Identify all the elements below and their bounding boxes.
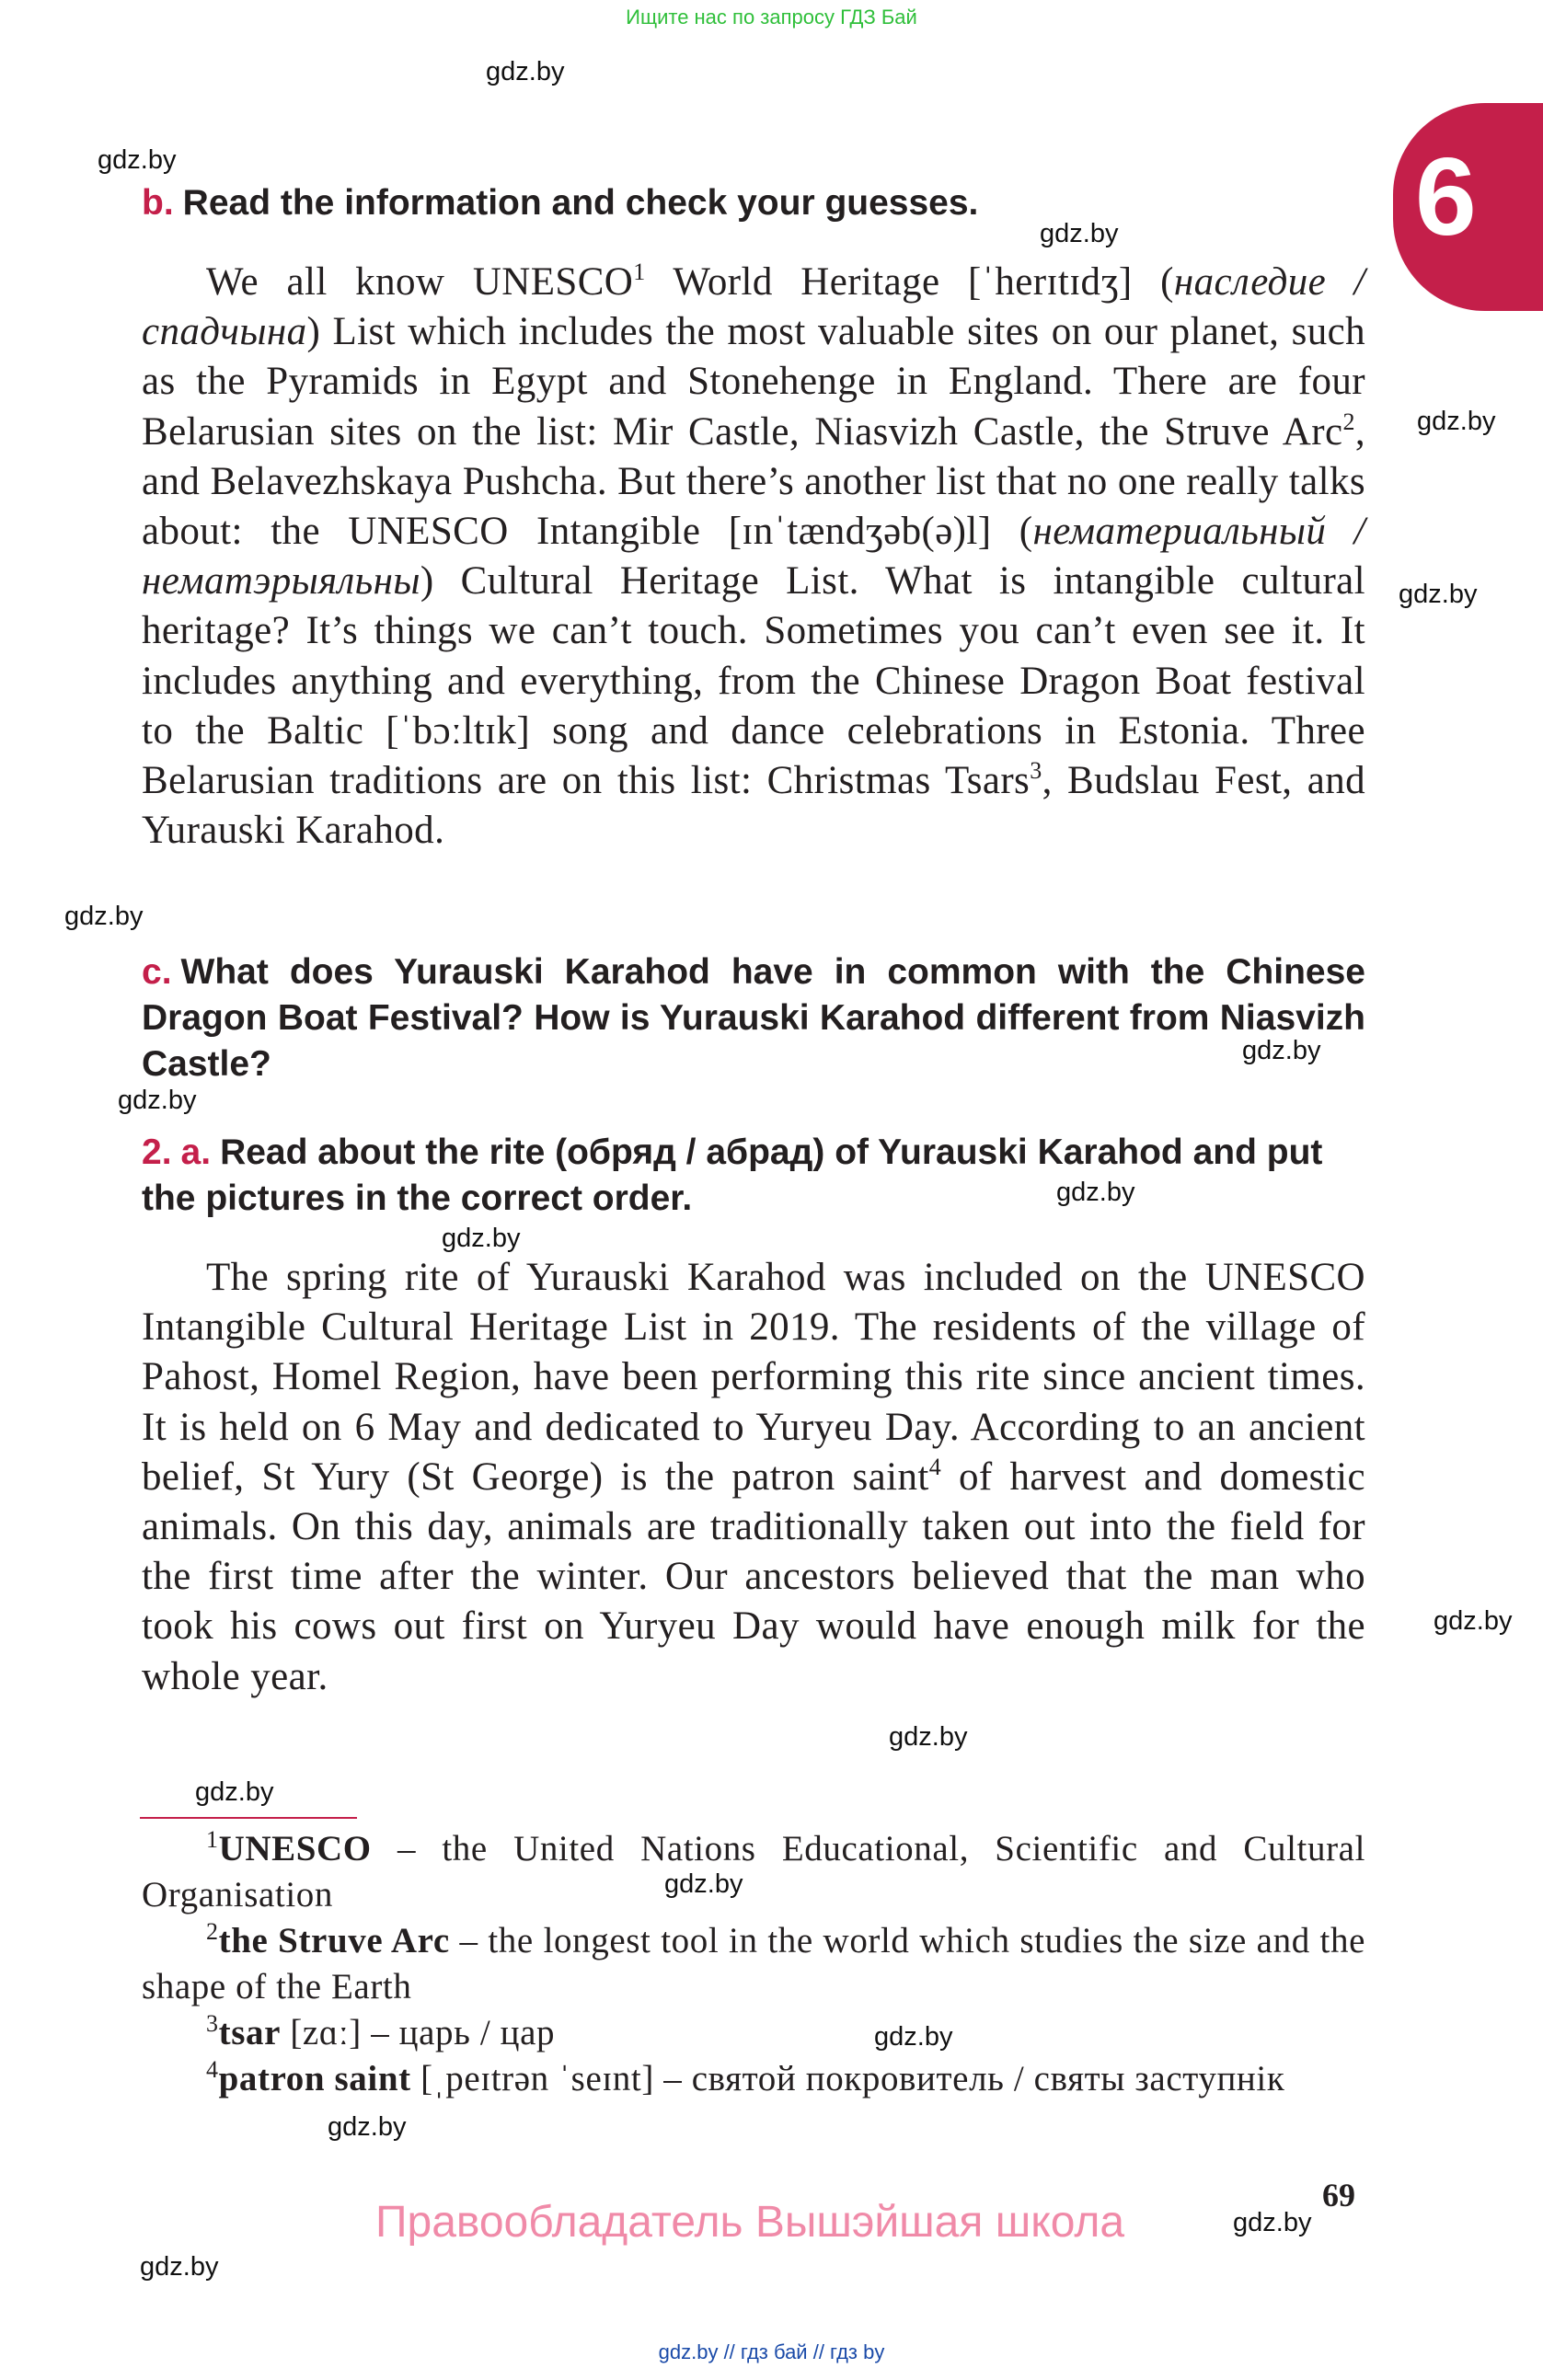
watermark: gdz.by [1399, 580, 1478, 609]
watermark: gdz.by [1233, 2208, 1312, 2237]
watermark: gdz.by [64, 902, 144, 931]
watermark: gdz.by [1056, 1178, 1135, 1207]
watermark: gdz.by [195, 1777, 274, 1807]
page-number: 69 [1322, 2177, 1355, 2213]
watermark: gdz.by [889, 1722, 968, 1752]
footnote-item: $^1$UNESCO – the United Nations Educational, Scientific and Cultural Organisation [142, 1826, 1365, 1914]
footnote-ref: 2 [1342, 408, 1355, 435]
footnote-ref: 4 [928, 1453, 942, 1480]
footnote-item: $^2$the Struve Arc – the longest tool in the world which studies the size and the shape of the Earth [142, 1918, 1365, 2006]
footnote-ref: 3 [1030, 757, 1042, 785]
unit-tab [1393, 103, 1543, 311]
watermark: gdz.by [1417, 407, 1496, 436]
watermark: gdz.by [664, 1869, 743, 1899]
watermark: gdz.by [1040, 219, 1119, 248]
task-text: What does Yurauski Karahod have in common with the Chinese Dragon Boat Festival? How is Yurauski Karahod different from Niasvizh Castle? [142, 952, 1365, 1084]
watermark: gdz.by [140, 2252, 219, 2282]
watermark: gdz.by [874, 2022, 953, 2052]
watermark: gdz.by [118, 1086, 197, 1115]
unit-number: 6 [1415, 135, 1477, 259]
footnote-divider [140, 1817, 357, 1819]
task-text: Read the information and check your guesses. [182, 183, 979, 223]
footnote-item: $^4$patron saint [ˌpeɪtrən ˈseɪnt] – святой покровитель / святы заступнік [206, 2056, 1285, 2098]
task-text: Read about the rite (обряд / абрад) of Yurauski Karahod and put the pictures in the correct order. [142, 1133, 1323, 1218]
task-letter: c. [142, 952, 172, 992]
task-2a-heading [142, 1130, 1365, 1222]
watermark: gdz.by [486, 57, 565, 86]
task-b-heading [142, 180, 1365, 226]
rite-paragraph: The spring rite of Yurauski Karahod was included on the UNESCO Intangible Cultural Heritage List in 2019. The residents of the village of Pahost, Homel Region, have been performing this rite since ancient times. It is held on 6 May and dedicated to Yuryeu Day. According to an ancient belief, St Yury (St George) is the patron saint$^4$ of harvest and domestic animals. On this day, animals are traditionally taken out into the field for the first time after the winter. Our ancestors believed that the man who took his cows out first on Yuryeu Day would have enough milk for the whole year. [142, 1256, 1365, 1698]
task-c-heading [142, 949, 1365, 1087]
task-letter: b. [142, 183, 174, 223]
copyright-notice: Правообладатель Вышэйшая школа [375, 2198, 1125, 2247]
task-letter: a. [180, 1133, 212, 1172]
watermark: gdz.by [1434, 1606, 1513, 1636]
watermark: gdz.by [328, 2112, 407, 2142]
watermark: gdz.by [442, 1224, 521, 1253]
bottom-banner[interactable]: gdz.by // гдз бай // гдз by [658, 2340, 885, 2363]
footnote-ref: 1 [633, 259, 646, 285]
heritage-paragraph: We all know UNESCO$^1$ World Heritage [ˈherɪtɪdʒ] (наследие / спадчына) List which includes the most valuable sites on our planet, such as the Pyramids in Egypt and Stonehenge in England. There are four Belarusian sites on the list: Mir Castle, Niasvizh Castle, the Struve Arc$^2$, and Belavezhskaya Pushcha. But there’s another list that no one really talks about: the UNESCO Intangible [ɪnˈtændʒəb(ə)l] (нематериальный / нематэрыяльны) Cultural Heritage List. What is intangible cultural heritage? It’s things we can’t touch. Sometimes you can’t even see it. It includes anything and everything, from the Chinese Dragon Boat festival to the Baltic [ˈbɔːltɪk] song and dance celebrations in Estonia. Three Belarusian traditions are on this list: Christmas Tsars$^3$, Budslau Fest, and Yurauski Karahod. [142, 259, 1366, 853]
footnote-item: $^3$tsar [zɑː] – царь / цар [206, 2010, 556, 2052]
watermark: gdz.by [98, 145, 177, 175]
top-banner[interactable]: Ищите нас по запросу ГДЗ Бай [626, 6, 917, 29]
footnotes [142, 1826, 1365, 2102]
watermark: gdz.by [1242, 1036, 1321, 1065]
task-number: 2. [142, 1133, 172, 1172]
